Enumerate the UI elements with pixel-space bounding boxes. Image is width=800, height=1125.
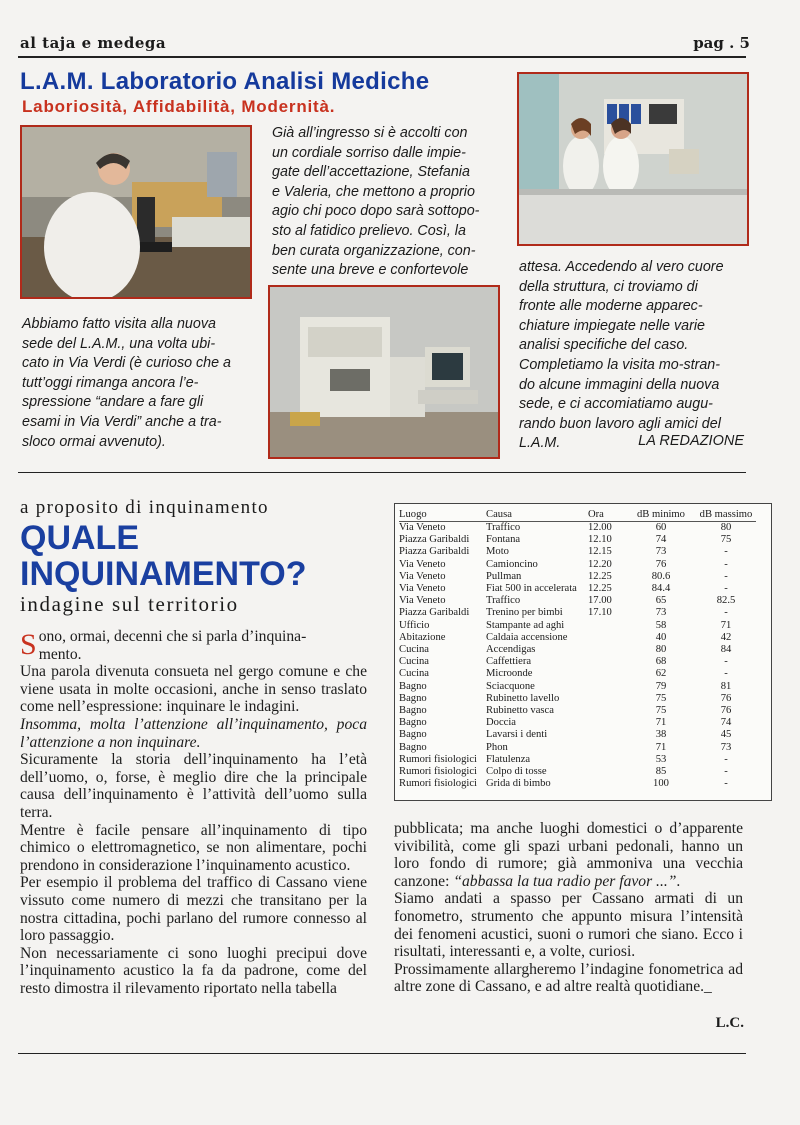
table-cell: Sciacquone [486, 680, 535, 692]
column-header: Luogo [399, 507, 486, 522]
table-cell: Caldaia accensione [486, 631, 568, 643]
table-cell: Piazza Garibaldi [399, 534, 470, 546]
table-cell: 76 [655, 558, 667, 570]
table-row [399, 595, 756, 607]
table-cell: 73 [655, 607, 667, 619]
footer-rule [18, 1053, 746, 1054]
table-cell: 38 [655, 729, 667, 741]
table-row [399, 656, 756, 668]
article2-body-left [20, 628, 367, 997]
table-row [399, 778, 756, 790]
table-cell [588, 656, 626, 668]
table-cell: Traffico [486, 595, 521, 607]
table-cell: Rumori fisiologici [399, 778, 477, 790]
table-cell: 17.10 [588, 607, 612, 619]
table-cell: Bagno [399, 680, 427, 692]
table-cell: Bagno [399, 741, 427, 753]
table-cell: 76 [720, 692, 732, 704]
table-cell: 74 [720, 717, 732, 729]
table-cell: Bagno [399, 705, 427, 717]
table-row [399, 729, 756, 741]
table-cell: 17.00 [588, 595, 612, 607]
table-cell: 71 [655, 717, 667, 729]
table-cell: - [724, 668, 728, 680]
title-line: INQUINAMENTO? [20, 555, 307, 593]
text-line: rando buon lavoro agli amici del [519, 415, 721, 432]
table-cell: 71 [655, 741, 667, 753]
table-cell: 79 [655, 680, 667, 692]
table-row [399, 766, 756, 778]
table-cell: Phon [486, 741, 508, 753]
table-cell: Piazza Garibaldi [399, 546, 470, 558]
table-cell [588, 742, 626, 754]
table-cell: Rumori fisiologici [399, 753, 477, 765]
table-cell: 75 [720, 534, 732, 546]
table-cell: - [724, 778, 728, 790]
table-cell: Abitazione [399, 631, 446, 643]
header-rule [18, 56, 746, 58]
text-line: fronte alle moderne apparec- [519, 298, 703, 315]
table-cell: 84.4 [651, 583, 671, 595]
text-span: ono, ormai, decenni che si parla d’inquina- [38, 628, 307, 645]
table-cell: Rubinetto vasca [486, 705, 554, 717]
table-row [399, 607, 756, 619]
table-cell [588, 705, 626, 717]
text-line: L.A.M. [519, 435, 561, 452]
text-line: sto al fatidico prelievo. Così, la [272, 222, 466, 239]
table-cell: Rubinetto lavello [486, 692, 560, 704]
text-line: sede, e ci accomiatiamo augu- [519, 396, 713, 413]
table-cell: 76 [720, 705, 732, 717]
magazine-name: al taja e medega [20, 34, 167, 52]
text-line: sloco ormai avvenuto). [22, 433, 166, 450]
table-cell: Cucina [399, 644, 430, 656]
table-row [399, 754, 756, 766]
text-span: pubblicata; ma anche luoghi domestici o d’apparente vivibilità, come gli spazi urbani pedonali, hanno un loro fondo di rumore; già ammoniva una vecchia canzone: [394, 820, 743, 890]
table-cell: 58 [655, 619, 667, 631]
table-cell: - [724, 546, 728, 558]
table-cell: - [724, 766, 728, 778]
table-cell [588, 632, 626, 644]
table-cell [588, 644, 626, 656]
article1-text-mid [272, 124, 502, 281]
article2-subtitle: indagine sul territorio [20, 592, 239, 616]
column-header: Causa [486, 507, 588, 522]
article2-body-right [394, 820, 743, 996]
table-cell: 45 [720, 729, 732, 741]
column-header: Ora [588, 507, 626, 522]
table-cell: Grida di bimbo [486, 778, 551, 790]
table-cell: 62 [655, 668, 667, 680]
text-line: Completiamo la visita mo-stran- [519, 356, 721, 373]
paragraph: Siamo andati a spasso per Cassano armati di un fonometro, strumento che appunto misura l’intensità dei fenomeni acustici, suoni o rumori che siano. Ecco i risultati, interessanti e, a volte, curiosi. [394, 890, 743, 961]
paragraph [20, 628, 367, 663]
table-row [399, 693, 756, 705]
paragraph: Mentre è facile pensare all’inquinamento di tipo chimico o elettromagnetico, se non alimentare, pochi prendono in considerazione l’inquinamento acustico. [20, 821, 367, 874]
table-row [399, 534, 756, 546]
text-span: mento. [38, 645, 82, 663]
paragraph: Sicuramente la storia dell’inquinamento ha l’età dell’uomo, o, forse, è meglio dire che la principale causa dell’inquinamento è l’attività dell’uomo sulla terra. [20, 751, 367, 821]
table-cell: Caffettiera [486, 656, 532, 668]
text-line: Già all’ingresso si è accolti con [272, 125, 468, 141]
article1-text-left [22, 315, 260, 452]
table-cell [588, 778, 626, 790]
text-line: tutt’oggi rimanga ancora l’e- [22, 374, 199, 391]
table-cell: Rumori fisiologici [399, 766, 477, 778]
table-cell: 68 [655, 656, 667, 668]
table-cell: 65 [655, 595, 667, 607]
article2-kicker: a proposito di inquinamento [20, 497, 269, 518]
table-row [399, 620, 756, 632]
text-line: spressione “andare a fare gli [22, 394, 204, 411]
table-row [399, 717, 756, 729]
article2-title [20, 520, 306, 592]
text-line: cato in Via Verdi (è curioso che a [22, 355, 232, 372]
table-cell: 80 [655, 644, 667, 656]
table-row [399, 571, 756, 583]
table-cell: Cucina [399, 668, 430, 680]
article1-subtitle: Laboriosità, Affidabilità, Modernità. [22, 97, 336, 116]
table-row [399, 632, 756, 644]
table-cell: 82.5 [716, 595, 736, 607]
table-cell: 81 [720, 680, 732, 692]
table-cell: 75 [655, 692, 667, 704]
table-cell [588, 717, 626, 729]
column-header: dB minimo [626, 507, 696, 522]
table-cell: - [724, 583, 728, 595]
table-cell: Fiat 500 in accelerata [486, 583, 577, 595]
table-cell: Microonde [486, 668, 533, 680]
text-line: analisi specifiche del caso. [519, 337, 689, 354]
section-divider [18, 472, 746, 473]
text-line: do alcune immagini della nuova [519, 376, 720, 393]
article1-signature: LA REDAZIONE [638, 433, 744, 449]
table-cell: 80.6 [651, 570, 671, 582]
table-cell: 12.10 [588, 534, 612, 546]
table-cell: 85 [655, 766, 667, 778]
table-cell [588, 729, 626, 741]
table-cell: 84 [720, 644, 732, 656]
table-cell: 12.00 [588, 522, 612, 533]
table-cell: Cucina [399, 656, 430, 668]
text-line: agio chi poco dopo sarà sottopo- [272, 203, 480, 220]
table-cell: 12.20 [588, 558, 612, 570]
table-cell: 73 [720, 741, 732, 753]
table-cell: Via Veneto [399, 558, 446, 570]
text-line: sede del L.A.M., una volta ubi- [22, 335, 216, 352]
noise-table-box [394, 503, 772, 801]
text-line: sente una breve e confortevole [272, 262, 469, 279]
text-line: ben curata organizzazione, con- [272, 242, 476, 259]
table-row [399, 681, 756, 693]
table-cell: Via Veneto [399, 522, 446, 533]
table-cell [588, 693, 626, 705]
table-cell: Bagno [399, 692, 427, 704]
text-line: gate dell’accettazione, Stefania [272, 164, 470, 181]
table-cell: 73 [655, 546, 667, 558]
table-cell: 12.25 [588, 570, 612, 582]
paragraph: Una parola divenuta consueta nel gergo comune e che viene usata in molte occasioni, anche in senso traslato come nell’espressione: inquinare le indagini. [20, 663, 367, 716]
table-body [399, 522, 756, 791]
text-line: chiature impiegate nelle varie [519, 317, 705, 334]
table-cell: Trenino per bimbi [486, 607, 563, 619]
photo-lab-equipment [268, 285, 500, 459]
photo-microscope [20, 125, 252, 299]
table-cell: 75 [655, 705, 667, 717]
column-header: dB massimo [696, 507, 756, 522]
table-cell: - [724, 607, 728, 619]
table-cell: Piazza Garibaldi [399, 607, 470, 619]
table-row [399, 742, 756, 754]
title-line: QUALE [20, 519, 139, 557]
photo-reception [517, 72, 749, 246]
table-cell: Stampante ad aghi [486, 619, 565, 631]
article1-text-right [519, 258, 754, 454]
table-cell: 100 [653, 778, 669, 790]
table-row [399, 644, 756, 656]
text-line: della struttura, ci troviamo di [519, 278, 698, 295]
table-cell: Colpo di tosse [486, 766, 547, 778]
paragraph [394, 820, 743, 890]
table-cell: Fontana [486, 534, 521, 546]
table-cell [588, 620, 626, 632]
paragraph: Non necessariamente ci sono luoghi precipui dove l’inquinamento acustico la fa da padrone, come del resto dimostra il rilevamento riportato nella tabella [20, 944, 367, 997]
table-cell: - [724, 753, 728, 765]
table-cell [588, 766, 626, 778]
table-row [399, 705, 756, 717]
table-cell: - [724, 558, 728, 570]
table-cell: 42 [720, 631, 732, 643]
text-line: attesa. Accedendo al vero cuore [519, 259, 724, 275]
table-cell: 12.15 [588, 546, 612, 558]
table-cell [588, 754, 626, 766]
table-cell: Traffico [486, 522, 521, 533]
table-cell: Ufficio [399, 619, 430, 631]
table-cell: Via Veneto [399, 595, 446, 607]
table-row [399, 583, 756, 595]
table-cell [588, 668, 626, 680]
table-cell: 60 [655, 522, 667, 533]
table-row [399, 668, 756, 680]
table-cell: 53 [655, 753, 667, 765]
paragraph: Prossimamente allargheremo l’indagine fonometrica ad altre zone di Cassano, e ad altre realtà quotidiane._ [394, 960, 743, 996]
table-cell [588, 681, 626, 693]
text-span: . [676, 872, 681, 890]
table-cell: - [724, 656, 728, 668]
table-cell: Flatulenza [486, 753, 531, 765]
table-cell: Bagno [399, 717, 427, 729]
article2-signature: L.C. [715, 1015, 744, 1031]
page-number: pag . 5 [693, 34, 750, 52]
text-line: e Valeria, che mettono a proprio [272, 183, 475, 200]
paragraph-italic: Insomma, molta l’attenzione all’inquinamento, poca l’attenzione a non inquinare. [20, 715, 367, 751]
table-row [399, 546, 756, 558]
table-cell: Via Veneto [399, 570, 446, 582]
table-cell: Pullman [486, 570, 522, 582]
text-line: Abbiamo fatto visita alla nuova [22, 316, 216, 332]
article1-title: L.A.M. Laboratorio Analisi Mediche [20, 68, 430, 95]
table-cell: Bagno [399, 729, 427, 741]
text-line: un cordiale sorriso dalle impie- [272, 144, 466, 161]
table-cell: - [724, 570, 728, 582]
table-cell: 74 [655, 534, 667, 546]
table-cell: 12.25 [588, 583, 612, 595]
table-cell: 71 [720, 619, 732, 631]
table-cell: 40 [655, 631, 667, 643]
table-cell: Lavarsi i denti [486, 729, 548, 741]
table-row [399, 559, 756, 571]
table-cell: 80 [720, 522, 732, 533]
table-cell: Camioncino [486, 558, 538, 570]
table-cell: Moto [486, 546, 509, 558]
text-line: esami in Via Verdi” anche a tra- [22, 413, 222, 430]
table-header-row [399, 507, 756, 522]
song-quote: “abbassa la tua radio per favor ...” [453, 872, 677, 890]
table-row [399, 522, 756, 535]
paragraph: Per esempio il problema del traffico di Cassano viene vissuto come numero di mezzi che transitano per la nostra cittadina, pochi parlano del rumore connesso al loro passaggio. [20, 874, 367, 945]
table-cell: Doccia [486, 717, 516, 729]
drop-cap: S [20, 628, 37, 661]
table-cell: Via Veneto [399, 583, 446, 595]
table-cell: Accendigas [486, 644, 536, 656]
noise-table [399, 507, 756, 790]
